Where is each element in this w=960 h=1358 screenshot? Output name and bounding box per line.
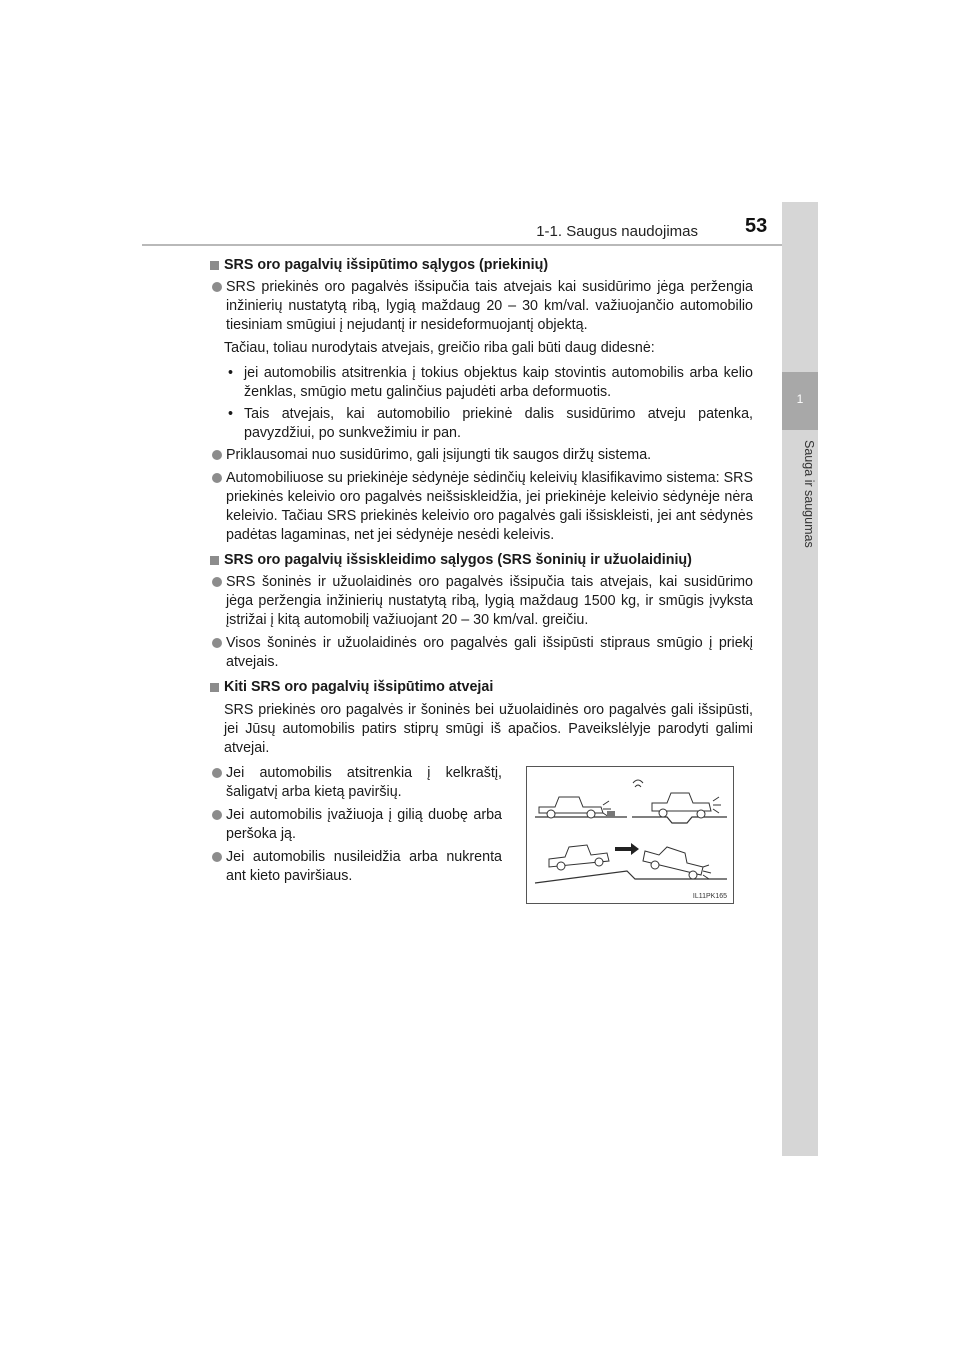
list-item: Visos šoninės ir užuolaidinės oro pagalvės gali išsipūsti stipraus smūgio į priekį atvejais. [210,634,753,672]
figure-side-list [210,764,502,886]
list-item: Automobiliuose su priekinėje sėdynėje sėdinčių keleivių klasifikavimo sistema: SRS priekinės keleivio oro pagalvės neišsiskleidžia, jei priekinėje keleivio sėdynėje nėra keleivio. Tačiau SRS priekinės keleivio oro pagalvės gali išsiskleisti, jei ant sėdynės padėtas lagaminas, net jei sėdynėje nesėdi keleivis. [210,469,753,545]
chapter-tab-number: 1 [782,372,818,430]
pickup-truck-icon [539,797,603,818]
circle-bullet-icon [212,473,222,483]
circle-bullet-icon [212,282,222,292]
circle-bullet-icon [212,852,222,862]
section-heading-frontal: SRS oro pagalvių išsipūtimo sąlygos (priekinių) [210,256,753,275]
paragraph: Tačiau, toliau nurodytais atvejais, greičio riba gali būti daug didesnė: [224,340,655,356]
chapter-tab [782,202,818,1156]
circle-bullet-icon [212,768,222,778]
pickup-impact-drawing [527,767,733,903]
circle-bullet-icon [212,450,222,460]
list-item: SRS priekinės oro pagalvės išsipučia tais atvejais kai susidūrimo jėga peržengia inžinierių nustatytą ribą, lygią maždaug 20 – 30 km/val. važiuojančio automobilio tiesiniam smūgiui į nejudantį ir nesideformuojantį objektą. [210,278,753,335]
sub-list-item: • Tais atvejais, kai automobilio priekinė dalis susidūrimo atveju patenka, pavyzdžiui, po sunkvežimiu ir pan. [224,405,753,443]
small-bullet-icon: • [228,365,234,381]
section-heading-other: Kiti SRS oro pagalvių išsipūtimo atvejai [210,678,753,697]
pickup-truck-icon [652,793,711,818]
list-item: Jei automobilis įvažiuoja į gilią duobę arba peršoka ją. [210,806,502,844]
small-bullet-icon: • [228,406,234,422]
section-label: 1-1. Saugus naudojimas [536,223,698,240]
circle-bullet-icon [212,577,222,587]
circle-bullet-icon [212,810,222,820]
impact-illustration [526,766,734,904]
header-rule [142,244,818,246]
sub-list-item: • jei automobilis atsitrenkia į tokius objektus kaip stovintis automobilis arba kelio ženklas, smūgio metu galinčius pajudėti arba deformuotis. [224,364,753,402]
list-item: Jei automobilis atsitrenkia į kelkraštį, šaligatvį arba kietą paviršių. [210,764,502,802]
arrow-right-icon [615,843,639,855]
list-item: Priklausomai nuo susidūrimo, gali įsijungti tik saugos diržų sistema. [210,446,753,465]
paragraph: SRS priekinės oro pagalvės ir šoninės bei užuolaidinės oro pagalvės gali išsipūsti, jei Jūsų automobilis patirs stiprų smūgi iš apačios. Paveikslėlyje parodyti galimi atvejai. [224,702,753,756]
square-bullet-icon [210,683,219,692]
circle-bullet-icon [212,638,222,648]
page-number: 53 [745,215,768,237]
square-bullet-icon [210,261,219,270]
list-item: SRS šoninės ir užuolaidinės oro pagalvės išsipučia tais atvejais, kai susidūrimo jėga peržengia inžinierių nustatytą ribą, lygią maždaug 1500 kg, ir smūgis įvyksta įstrižai į kitą automobilį važiuojant 20 – 30 km/val. greičiu. [210,573,753,630]
section-heading-side: SRS oro pagalvių išsiskleidimo sąlygos (SRS šoninių ir užuolaidinių) [210,551,753,570]
chapter-tab-title: Sauga ir saugumas [802,440,816,548]
list-item: Jei automobilis nusileidžia arba nukrenta ant kieto paviršiaus. [210,848,502,886]
figure-code: IL11PK165 [692,893,727,900]
pickup-truck-icon [643,847,703,879]
pickup-truck-icon [549,845,609,870]
square-bullet-icon [210,556,219,565]
